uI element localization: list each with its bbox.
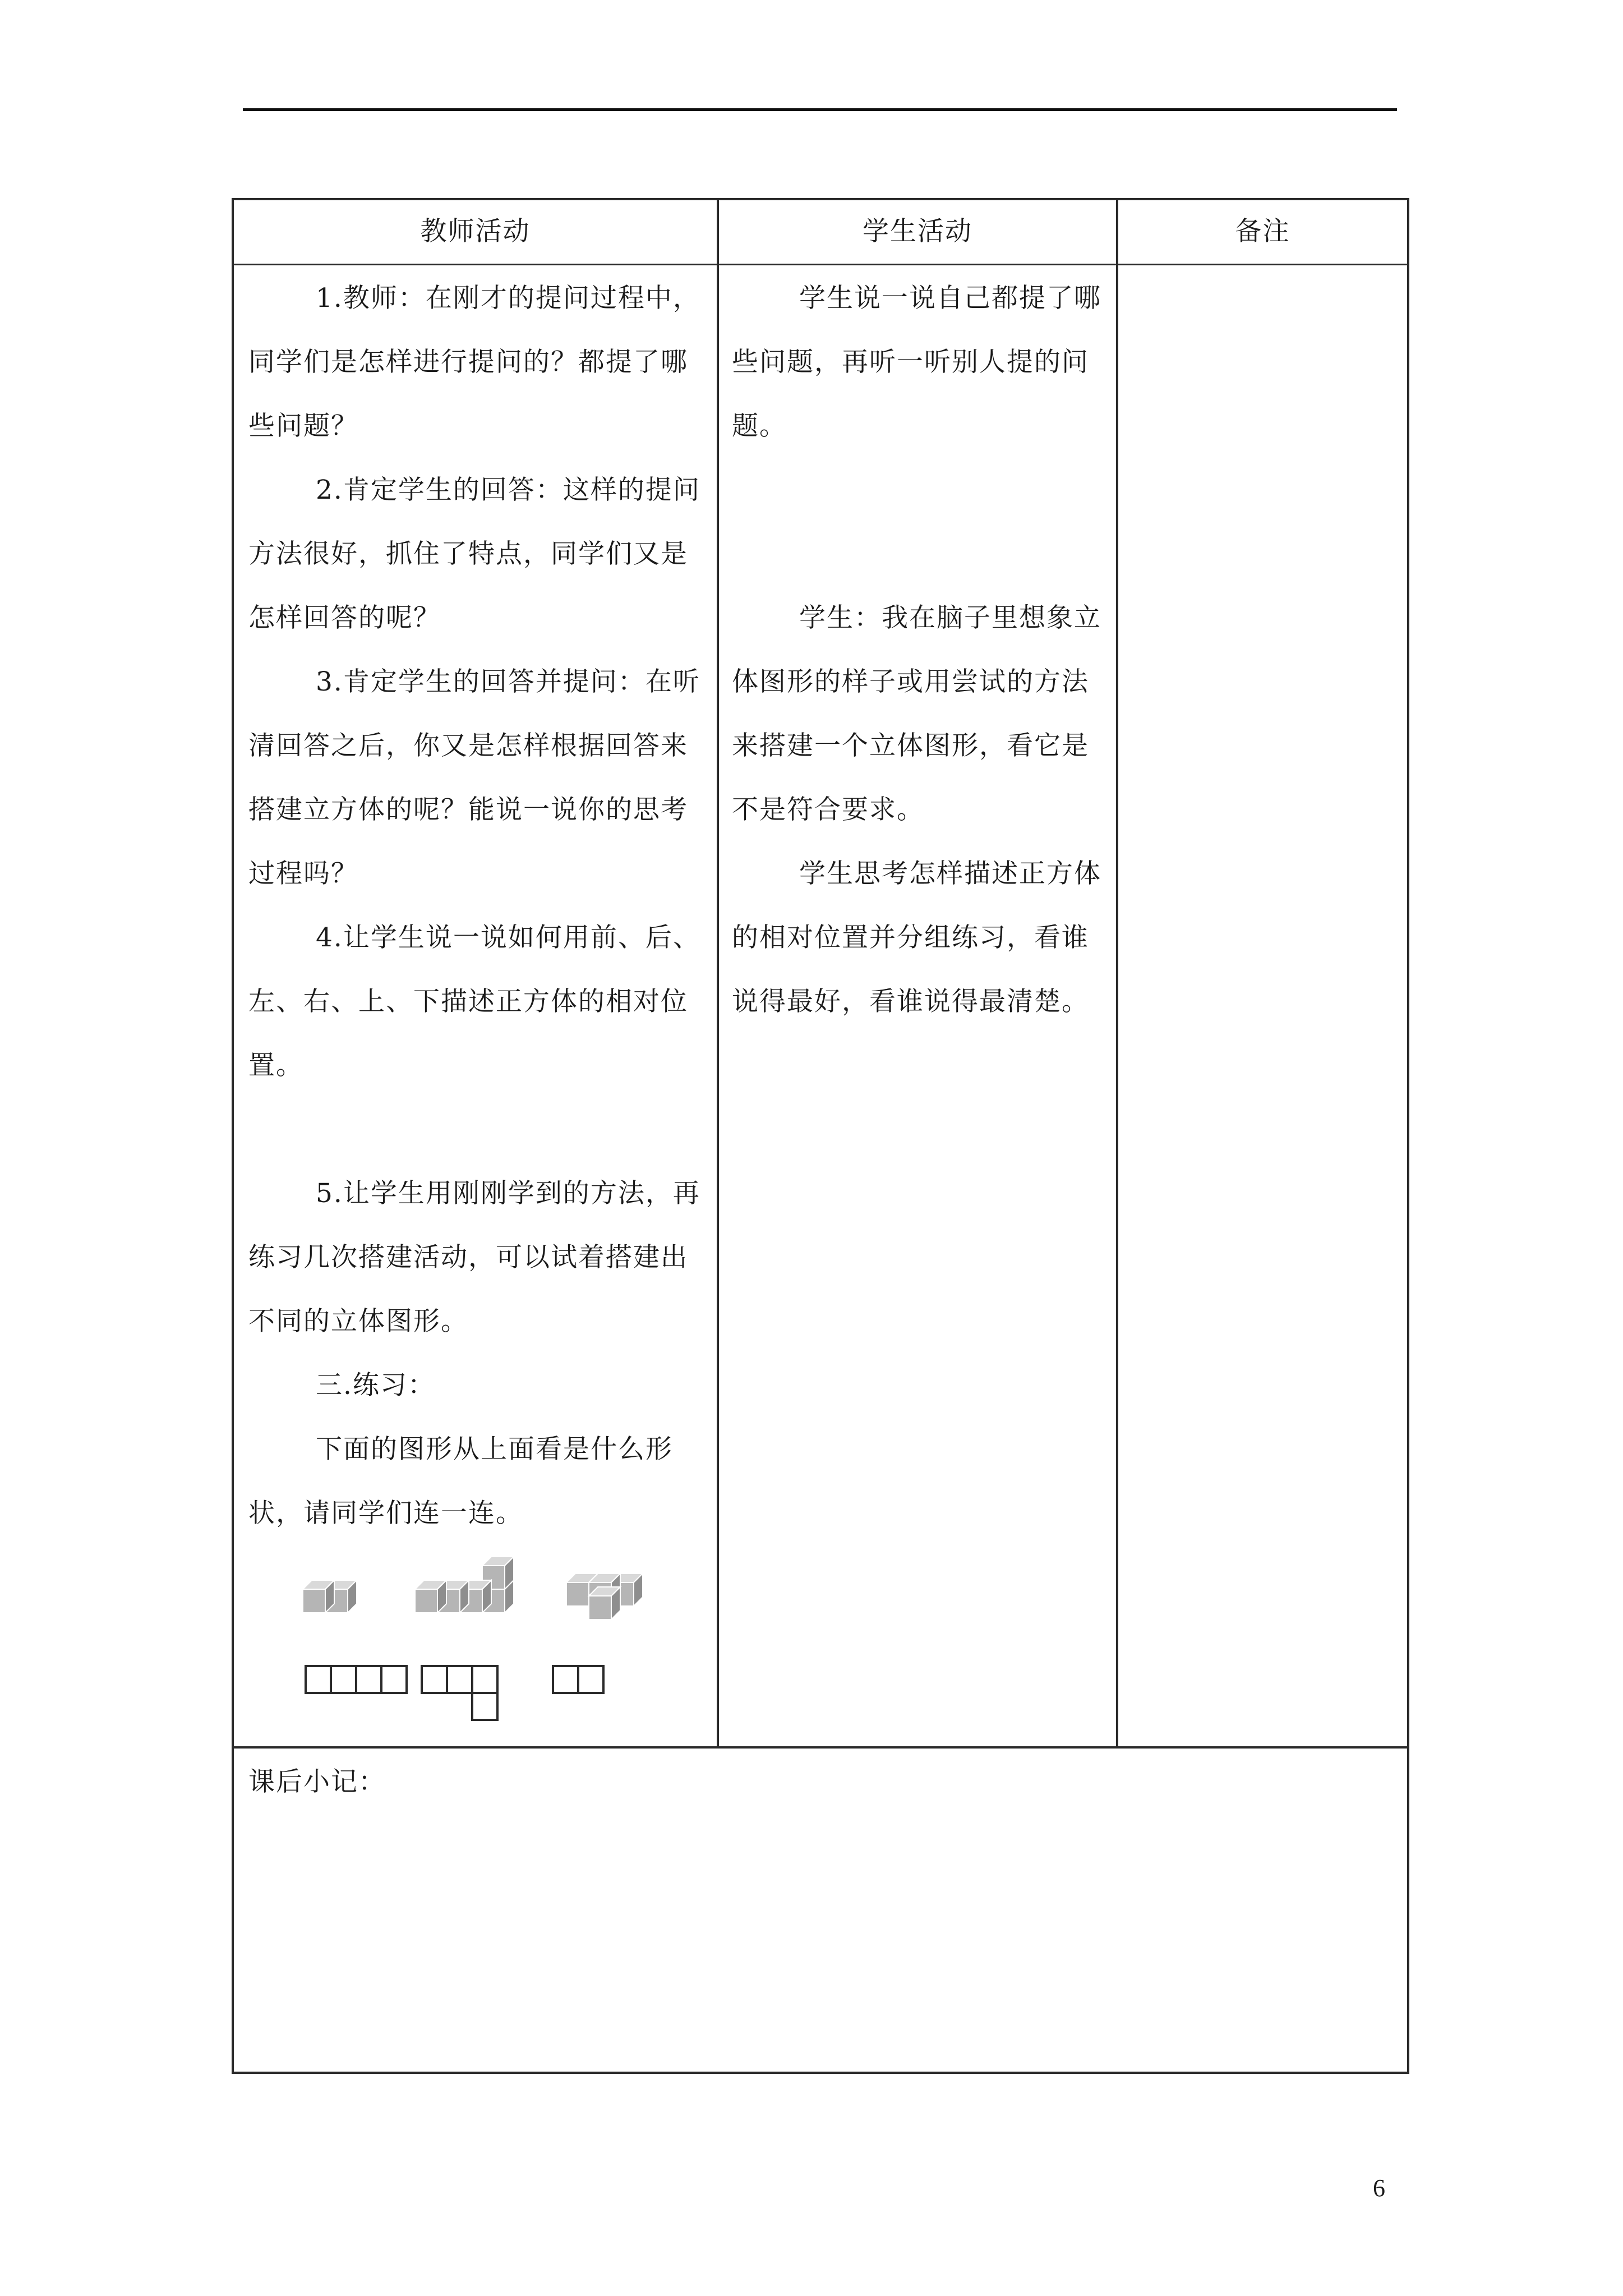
teacher-step-4: 4.让学生说一说如何用前、后、左、右、上、下描述正方体的相对位置。 (248, 922, 700, 1081)
header-rule (243, 108, 1397, 111)
student-response-2: 学生：我在脑子里想象立体图形的样子或用尝试的方法来搭建一个立体图形，看它是不是符合要求。 (732, 602, 1101, 825)
after-class-notes-label: 课后小记： (248, 1766, 386, 1797)
header-notes: 备注 (1235, 216, 1290, 247)
teacher-step-1: 1.教师：在刚才的提问过程中，同学们是怎样进行提问的？都提了哪些问题？ (248, 283, 700, 441)
teacher-step-5: 5.让学生用刚刚学到的方法，再练习几次搭建活动，可以试着搭建出不同的立体图形。 (248, 1178, 700, 1337)
student-response-3: 学生思考怎样描述正方体的相对位置并分组练习，看谁说得最好，看谁说得最清楚。 (732, 858, 1101, 1017)
exercise-figures (297, 1557, 701, 1727)
exercise-instruction: 下面的图形从上面看是什么形状，请同学们连一连。 (248, 1434, 673, 1529)
solid-figure-2 (415, 1557, 514, 1613)
student-activity-cell (732, 266, 1109, 1034)
solid-figure-3 (566, 1573, 643, 1619)
header-teacher-activity: 教师活动 (420, 216, 531, 247)
grid-outline-icon (306, 1666, 603, 1720)
student-response-1: 学生说一说自己都提了哪些问题，再听一听别人提的问题。 (732, 283, 1101, 441)
exercise-heading: 三.练习： (316, 1370, 435, 1401)
header-student-activity: 学生活动 (863, 216, 972, 247)
teacher-step-3: 3.肯定学生的回答并提问：在听清回答之后，你又是怎样根据回答来搭建立方体的呢？能说一说你的思考过程吗？ (248, 666, 700, 889)
page-number: 6 (1373, 2174, 1385, 2202)
cube-group-icon (297, 1557, 701, 1725)
solid-figure-1 (303, 1580, 357, 1613)
teacher-step-2: 2.肯定学生的回答：这样的提问方法很好，抓住了特点，同学们又是怎样回答的呢？ (248, 475, 700, 633)
teacher-activity-cell (248, 266, 708, 1545)
